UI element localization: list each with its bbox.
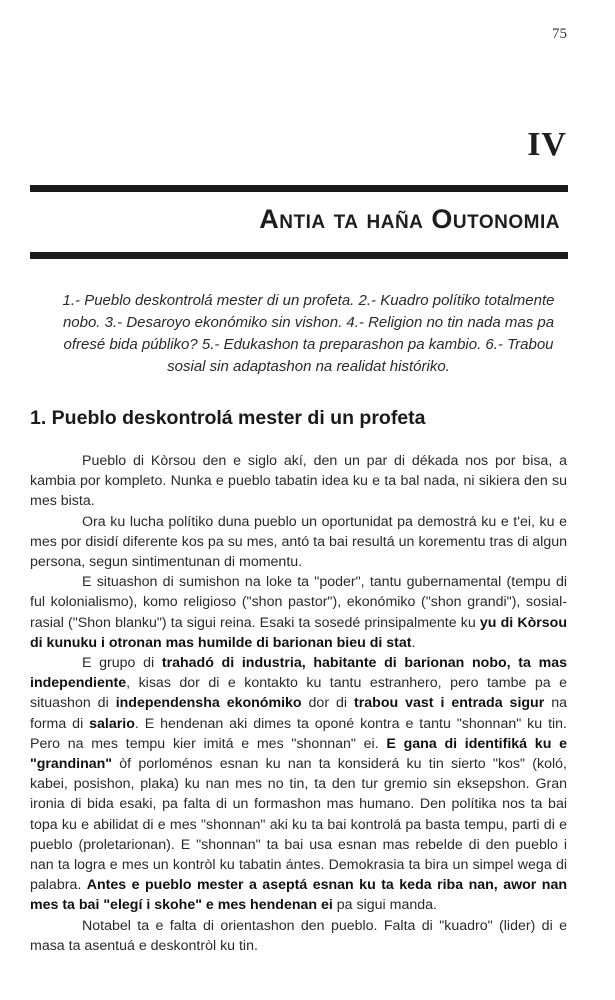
section-heading: 1. Pueblo deskontrolá mester di un profeta: [30, 407, 426, 429]
text-run: E grupo di: [82, 655, 162, 672]
text-run: dor di: [301, 695, 355, 712]
emphasis: yu di Kòrsou di kunuku i otronan mas humilde di barionan bieu di stat: [30, 614, 567, 651]
paragraph-3: [30, 572, 567, 653]
chapter-number: IV: [527, 126, 567, 163]
page-number: 75: [552, 26, 567, 42]
text-run: , kisas dor di e kontakto ku tantu estranhero, pero tambe pa e situashon di: [30, 675, 567, 712]
chapter-rule-top: [30, 185, 568, 192]
text-run: .: [411, 634, 416, 651]
paragraph-1: Pueblo di Kòrsou den e siglo akí, den un par di dékada nos por bisa, a kambia por kompleto. Nunka e pueblo tabatin idea ku e ta bal nada, ni sikiera den su mes bista.: [30, 453, 567, 510]
text-run: E situashon di sumishon na loke ta "poder", tantu gubernamental (tempu di ful kolonialismo), komo religioso ("shon pastor"), ekonómiko ("shon grandi"), sosial-rasial ("Shon blanku") ta sigui reina. Esaki ta sosedé prinsipalmente ku: [30, 574, 567, 631]
emphasis: salario: [89, 715, 135, 732]
chapter-title: Antia ta haña Outonomia: [259, 204, 560, 234]
text-run: òf porloménos esnan ku nan ta konsiderá ku tin sierto "kos" (koló, kabei, posishon, plaka) ku nan mes no tin, ta den tur gremio sin eksepshon. Gran ironia di bida esaki, pa falta di un formashon mas humano. Den polítika nos ta bai topa ku e abilidat di e mes "shonnan" aki ku ta bai kontrolá pa basta tempu, parti di e pueblo (proletarionan). E "shonnan" ta bai usa esnan mas rebelde di den pueblo i nan ta logra e mes un kontròl ku tabatin ántes. Demokrasia ta bira un simpel wega di palabra.: [30, 756, 567, 894]
text-run: pa sigui manda.: [332, 897, 437, 914]
paragraph-2: Ora ku lucha polítiko duna pueblo un oportunidat pa demostrá ku e t'ei, ku e mes por disidí diferente kos pa su mes, antó ta bai resultá un korementu tras di algun persona, segun sintimentunan di momentu.: [30, 513, 567, 571]
paragraph-5: Notabel ta e falta di orientashon den pueblo. Falta di "kuadro" (lider) di e masa ta asentuá e deskontròl ku tin.: [30, 917, 567, 954]
emphasis: independensha ekonómiko: [115, 695, 302, 712]
emphasis: trabou vast i entrada sigur: [354, 695, 545, 712]
paragraph-4: [30, 653, 567, 916]
emphasis: E gana di identifiká ku e "grandinan": [30, 735, 567, 773]
chapter-summary: 1.- Pueblo deskontrolá mester di un profeta. 2.- Kuadro polítiko totalmente nobo. 3.- Desaroyo ekonómiko sin vishon. 4.- Religion no tin nada mas pa ofresé bida públiko? 5.- Edukashon ta preparashon pa kambio. 6.- Trabou sosial sin adaptashon na realidat históriko.: [62, 292, 555, 375]
emphasis: Antes e pueblo mester a aseptá esnan ku ta keda riba nan, awor nan mes ta bai "elegí i skohe" e mes hendenan ei: [30, 877, 567, 914]
body-text: [30, 451, 567, 956]
emphasis: trahadó di industria, habitante di barionan nobo, ta mas independiente: [30, 655, 567, 692]
text-run: . E hendenan aki dimes ta oponé kontra e tantu "shonnan" ku tin. Pero na mes tempu kier imitá e mes "shonnan" ei.: [30, 715, 568, 752]
text-run: na forma di: [30, 695, 567, 732]
chapter-rule-bottom: [30, 252, 568, 259]
